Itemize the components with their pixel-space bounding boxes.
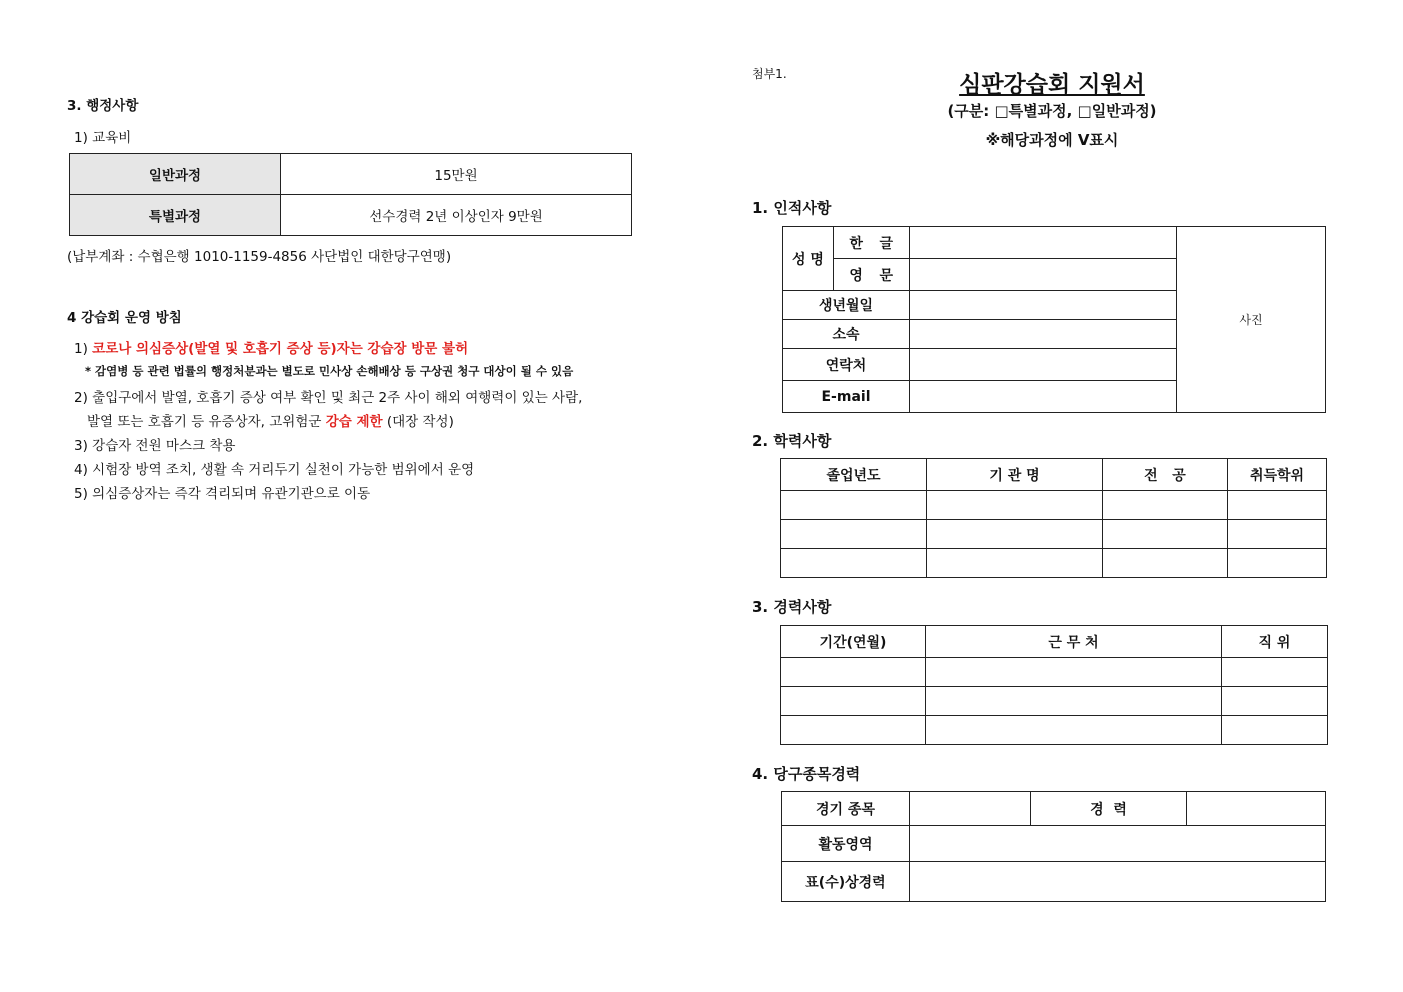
policy-item-2-line2 — [87, 410, 454, 430]
policy-2-restriction: 강습 제한 — [325, 414, 383, 430]
korean-name-field[interactable] — [910, 227, 1177, 259]
fee-course: 일반과정 — [70, 154, 281, 195]
education-cell[interactable] — [781, 520, 927, 549]
col-workplace: 근 무 처 — [926, 626, 1222, 658]
education-cell[interactable] — [927, 549, 1103, 578]
career-table — [780, 625, 1328, 745]
fee-course: 특별과정 — [70, 195, 281, 236]
career-heading: 3. 경력사항 — [752, 598, 832, 616]
col-position: 직 위 — [1222, 626, 1328, 658]
education-cell[interactable] — [927, 491, 1103, 520]
table-row — [782, 826, 1326, 862]
fee-row — [70, 195, 632, 236]
form-title — [752, 66, 1352, 99]
contact-label: 연락처 — [783, 349, 910, 381]
policy-1-number: 1) — [74, 341, 88, 357]
billiards-heading: 4. 당구종목경력 — [752, 765, 861, 783]
policy-item-3: 3) 강습자 전원 마스크 착용 — [74, 438, 236, 454]
table-row — [782, 862, 1326, 902]
education-cell[interactable] — [781, 491, 927, 520]
education-heading: 2. 학력사항 — [752, 432, 832, 450]
event-label: 경기 종목 — [782, 792, 910, 826]
contact-field[interactable] — [910, 349, 1177, 381]
policy-1-note: * 감염병 등 관련 법률의 행정처분과는 별도로 민사상 손해배상 등 구상권 청구 대상이 될 수 있음 — [85, 364, 574, 378]
col-degree: 취득학위 — [1228, 459, 1327, 491]
career-cell[interactable] — [781, 687, 926, 716]
email-label: E-mail — [783, 381, 910, 413]
col-major: 전 공 — [1103, 459, 1228, 491]
policy-2-note: (대장 작성) — [386, 414, 454, 430]
education-table — [780, 458, 1327, 578]
name-label: 성 명 — [783, 227, 834, 291]
education-cell[interactable] — [1228, 520, 1327, 549]
fee-table — [69, 153, 632, 236]
career-cell[interactable] — [781, 716, 926, 745]
policy-item-1 — [74, 337, 468, 357]
personal-heading: 1. 인적사항 — [752, 199, 832, 217]
table-row — [781, 626, 1328, 658]
policy-item-2-line1: 2) 출입구에서 발열, 호흡기 증상 여부 확인 및 최근 2주 사이 해외 여행력이 있는 사람, — [74, 390, 583, 406]
policy-item-5: 5) 의심증상자는 즉각 격리되며 유관기관으로 이동 — [74, 486, 371, 502]
education-cell[interactable] — [1103, 491, 1228, 520]
policy-heading: 4 강습회 운영 방침 — [67, 310, 182, 326]
career-cell[interactable] — [1222, 716, 1328, 745]
event-field[interactable] — [910, 792, 1031, 826]
table-row — [781, 658, 1328, 687]
policy-item-4: 4) 시험장 방역 조치, 생활 속 거리두기 실천이 가능한 범위에서 운영 — [74, 462, 475, 478]
email-field[interactable] — [910, 381, 1177, 413]
table-row — [781, 687, 1328, 716]
education-cell[interactable] — [781, 549, 927, 578]
form-title-text: 심판강습회 지원서 — [959, 72, 1145, 98]
career-cell[interactable] — [926, 716, 1222, 745]
education-cell[interactable] — [1103, 549, 1228, 578]
form-note: ※해당과정에 V표시 — [985, 131, 1119, 149]
activity-label: 활동영역 — [782, 826, 910, 862]
form-subtitle: (구분: □특별과정, □일반과정) — [947, 102, 1157, 120]
english-name-label: 영 문 — [834, 259, 910, 291]
awards-label: 표(수)상경력 — [782, 862, 910, 902]
affiliation-field[interactable] — [910, 320, 1177, 349]
col-period: 기간(연월) — [781, 626, 926, 658]
birth-field[interactable] — [910, 291, 1177, 320]
fee-heading: 1) 교육비 — [74, 130, 132, 146]
table-row — [781, 491, 1327, 520]
table-row — [781, 459, 1327, 491]
experience-label: 경 력 — [1031, 792, 1187, 826]
billiards-table — [781, 791, 1326, 902]
table-row — [783, 227, 1326, 259]
photo-box[interactable]: 사진 — [1177, 227, 1326, 413]
career-cell[interactable] — [1222, 658, 1328, 687]
col-institution: 기 관 명 — [927, 459, 1103, 491]
career-cell[interactable] — [926, 687, 1222, 716]
table-row — [781, 520, 1327, 549]
table-row — [781, 716, 1328, 745]
experience-field[interactable] — [1187, 792, 1326, 826]
education-cell[interactable] — [1103, 520, 1228, 549]
attachment-label: 첨부1. — [752, 67, 787, 81]
fee-amount: 선수경력 2년 이상인자 9만원 — [281, 195, 632, 236]
education-cell[interactable] — [1228, 549, 1327, 578]
policy-1-text: 코로나 의심증상(발열 및 호흡기 증상 등)자는 강습장 방문 불허 — [92, 341, 469, 357]
col-graduation-year: 졸업년도 — [781, 459, 927, 491]
education-cell[interactable] — [927, 520, 1103, 549]
awards-field[interactable] — [910, 862, 1326, 902]
korean-name-label: 한 글 — [834, 227, 910, 259]
fee-amount: 15만원 — [281, 154, 632, 195]
fee-row — [70, 154, 632, 195]
activity-field[interactable] — [910, 826, 1326, 862]
english-name-field[interactable] — [910, 259, 1177, 291]
bank-account: (납부계좌 : 수협은행 1010-1159-4856 사단법인 대한당구연맹) — [67, 249, 452, 265]
table-row — [781, 549, 1327, 578]
policy-2-text: 발열 또는 호흡기 등 유증상자, 고위험군 — [87, 414, 322, 430]
personal-table — [782, 226, 1326, 413]
career-cell[interactable] — [781, 658, 926, 687]
admin-heading: 3. 행정사항 — [67, 98, 139, 114]
career-cell[interactable] — [926, 658, 1222, 687]
birth-label: 생년월일 — [783, 291, 910, 320]
affiliation-label: 소속 — [783, 320, 910, 349]
education-cell[interactable] — [1228, 491, 1327, 520]
table-row — [782, 792, 1326, 826]
career-cell[interactable] — [1222, 687, 1328, 716]
